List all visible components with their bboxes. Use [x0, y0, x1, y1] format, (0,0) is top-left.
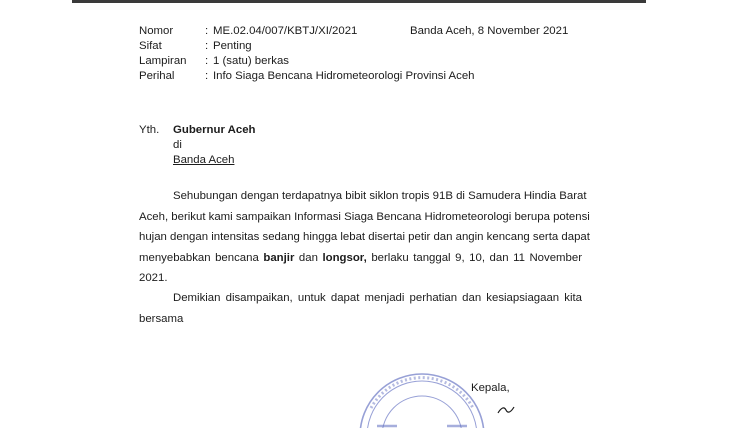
body-line: 2021. — [139, 272, 168, 285]
meta-nomor — [139, 24, 357, 39]
body-paragraph-2 — [139, 288, 582, 329]
meta-perihal-sep: : — [205, 70, 209, 82]
body-line: hujan dengan intensitas sedang hingga lebat disertai petir dan angin kencang serta dapat — [139, 231, 590, 244]
body-line-4-mid: dan — [294, 251, 323, 264]
closing-kepala: Kepala, — [471, 382, 510, 394]
salutation: Yth. — [139, 124, 160, 136]
body-line: Aceh, berikut kami sampaikan Informasi Siaga Bencana Hidrometeorologi berupa potensi — [139, 210, 590, 223]
body-line-4 — [139, 248, 582, 269]
body-line: bersama — [139, 312, 184, 325]
letterhead-rule — [72, 0, 646, 3]
meta-sifat — [139, 39, 252, 54]
meta-nomor-sep: : — [205, 25, 209, 37]
meta-perihal-label: Perihal — [139, 70, 175, 82]
keyword-longsor: longsor, — [322, 251, 367, 264]
body-line: Sehubungan dengan terdapatnya bibit siklon tropis 91B di Samudera Hindia Barat — [173, 190, 587, 202]
body-line-4-post: berlaku tanggal 9, 10, dan 11 November — [366, 251, 583, 264]
meta-nomor-label: Nomor — [139, 25, 174, 37]
meta-perihal — [139, 69, 475, 84]
body-line-4-pre: menyebabkan bencana — [139, 251, 264, 264]
meta-sifat-label: Sifat — [139, 40, 162, 52]
body-paragraph-1 — [139, 186, 590, 289]
meta-sifat-value: Penting — [213, 40, 252, 52]
letter-date: Banda Aceh, 8 November 2021 — [410, 25, 569, 37]
meta-nomor-value: ME.02.04/007/KBTJ/XI/2021 — [213, 25, 358, 37]
keyword-banjir: banjir — [263, 251, 295, 264]
recipient-name: Gubernur Aceh — [173, 124, 256, 136]
recipient-place: Banda Aceh — [173, 154, 235, 166]
official-stamp-icon — [357, 368, 487, 428]
recipient-di: di — [173, 139, 182, 151]
meta-lampiran-label: Lampiran — [139, 55, 187, 67]
meta-lampiran — [139, 54, 289, 69]
meta-lampiran-sep: : — [205, 55, 209, 67]
signature-stroke — [496, 404, 516, 414]
body-line: Demikian disampaikan, untuk dapat menjadi perhatian dan kesiapsiagaan kita — [173, 292, 582, 304]
meta-perihal-value: Info Siaga Bencana Hidrometeorologi Provinsi Aceh — [213, 70, 475, 82]
meta-sifat-sep: : — [205, 40, 209, 52]
meta-lampiran-value: 1 (satu) berkas — [213, 55, 289, 67]
